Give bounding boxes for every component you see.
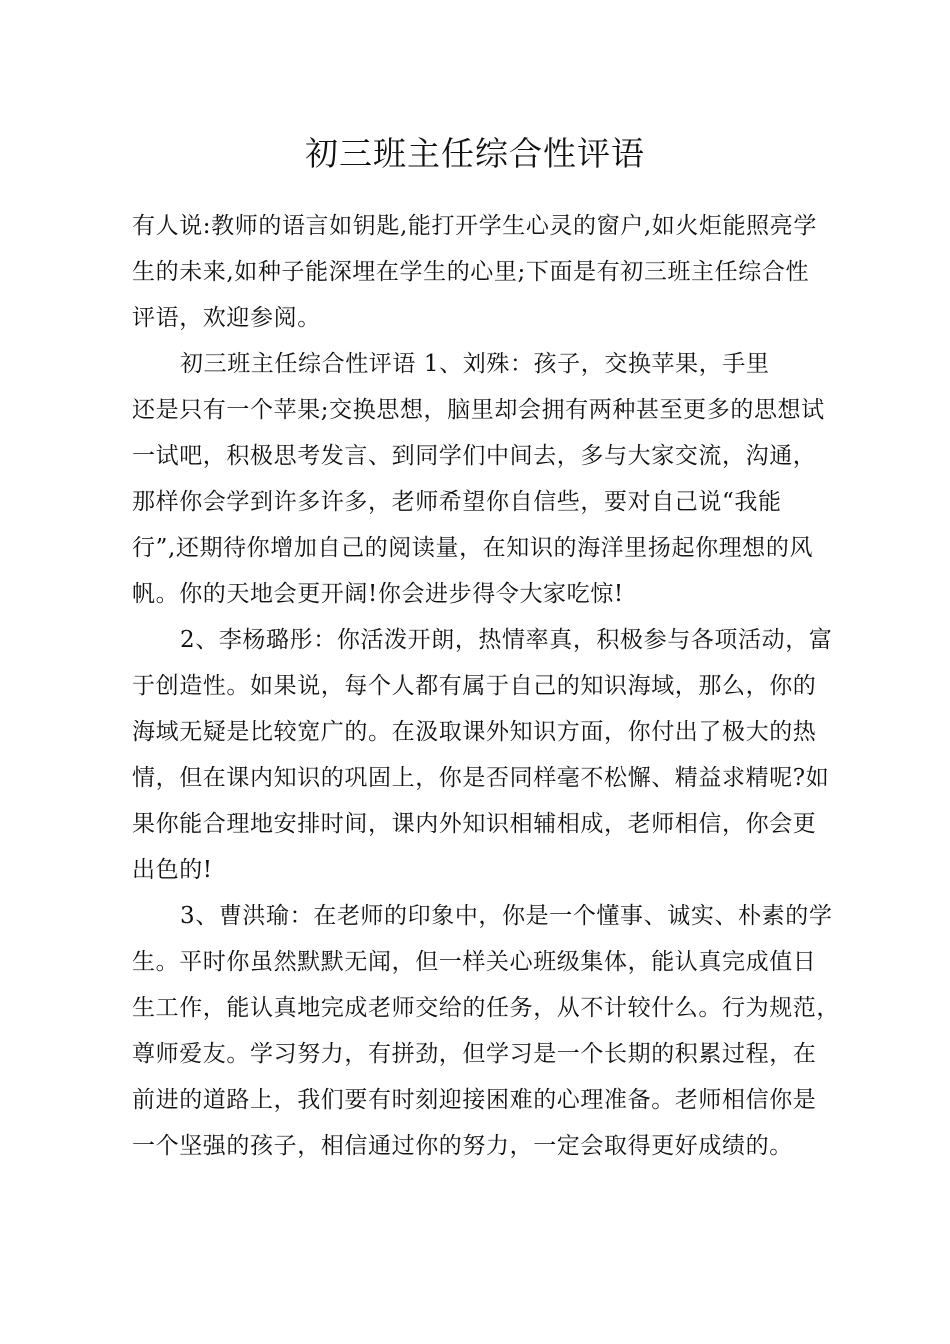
body-line: 有人说:教师的语言如钥匙,能打开学生心灵的窗户,如火炬能照亮学	[132, 213, 817, 239]
body-line: 出色的!	[132, 857, 213, 883]
paragraph-first-line: 3、曹洪瑜：在老师的印象中，你是一个懂事、诚实、朴素的学	[180, 903, 833, 929]
body-line: 帆。你的天地会更开阔!你会进步得令大家吃惊!	[132, 581, 624, 607]
body-line: 一试吧，积极思考发言、到同学们中间去，多与大家交流，沟通，	[132, 443, 817, 469]
body-line: 果你能合理地安排时间，课内外知识相辅相成，老师相信，你会更	[132, 811, 817, 837]
document-title: 初三班主任综合性评语	[305, 134, 645, 173]
document-body	[132, 203, 852, 1169]
paragraph-first-line: 2、李杨璐彤：你活泼开朗，热情率真，积极参与各项活动，富	[180, 627, 833, 653]
body-line: 生工作，能认真地完成老师交给的任务，从不计较什么。行为规范，	[132, 995, 840, 1021]
body-line: 于创造性。如果说，每个人都有属于自己的知识海域，那么，你的	[132, 673, 817, 699]
body-line: 那样你会学到许多许多，老师希望你自信些，要对自己说“我能	[132, 489, 782, 515]
body-line: 生的未来,如种子能深埋在学生的心里;下面是有初三班主任综合性	[132, 259, 810, 285]
body-line: 尊师爱友。学习努力，有拼劲，但学习是一个长期的积累过程，在	[132, 1041, 817, 1067]
body-line: 前进的道路上，我们要有时刻迎接困难的心理准备。老师相信你是	[132, 1087, 817, 1113]
paragraph-first-line: 初三班主任综合性评语 1、刘殊：孩子，交换苹果，手里	[180, 351, 770, 377]
body-line: 海域无疑是比较宽广的。在汲取课外知识方面，你付出了极大的热	[132, 719, 817, 745]
body-line: 情，但在课内知识的巩固上，你是否同样毫不松懈、精益求精呢?如	[132, 765, 830, 791]
body-line: 还是只有一个苹果;交换思想，脑里却会拥有两种甚至更多的思想试	[132, 397, 825, 423]
body-line: 生。平时你虽然默默无闻，但一样关心班级集体，能认真完成值日	[132, 949, 817, 975]
body-line: 评语，欢迎参阅。	[132, 305, 321, 331]
body-line: 一个坚强的孩子，相信通过你的努力，一定会取得更好成绩的。	[132, 1133, 793, 1159]
body-line: 行”,还期待你增加自己的阅读量，在知识的海洋里扬起你理想的风	[132, 535, 814, 561]
